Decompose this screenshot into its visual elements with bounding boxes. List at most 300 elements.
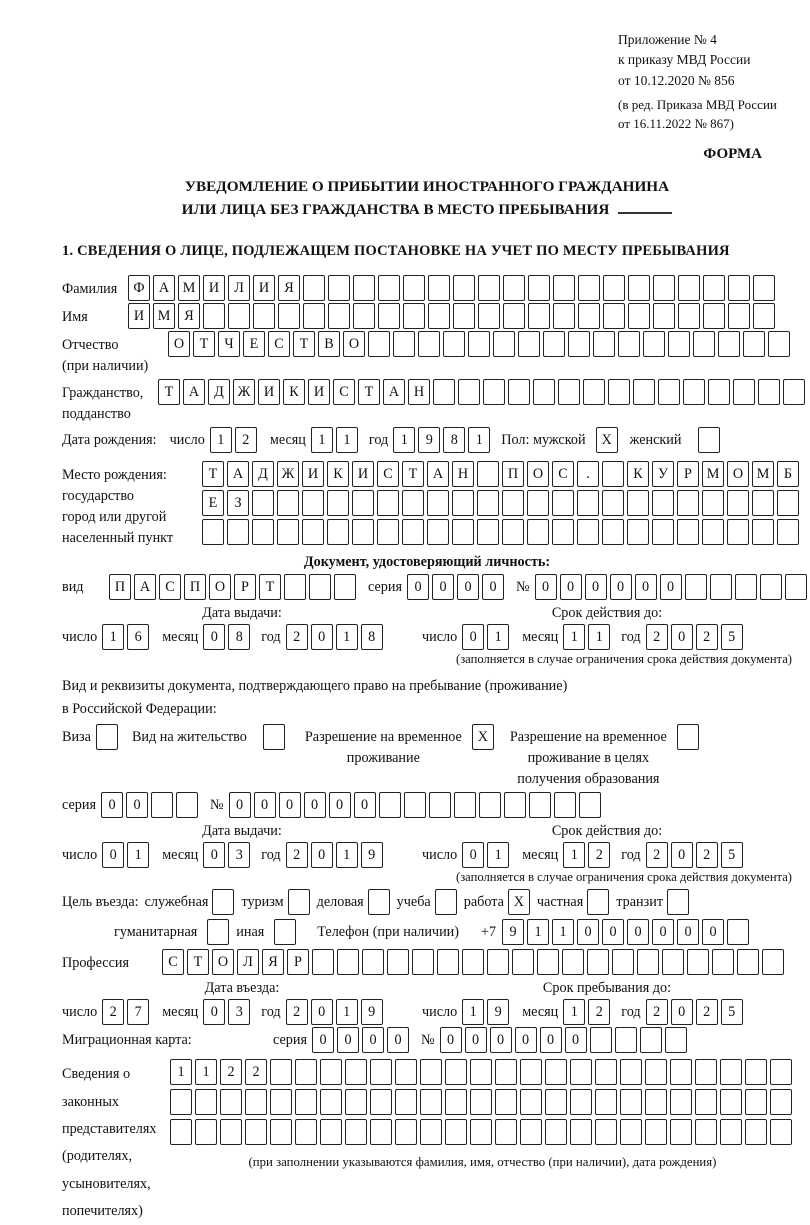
char-cell[interactable]: 1 <box>336 999 358 1025</box>
purpose-official-checkbox[interactable] <box>212 889 234 915</box>
char-cell[interactable] <box>433 379 455 405</box>
char-cell[interactable] <box>345 1089 367 1115</box>
char-cell[interactable] <box>652 519 674 545</box>
char-cell[interactable] <box>703 303 725 329</box>
purpose-business-checkbox[interactable] <box>368 889 390 915</box>
char-cell[interactable] <box>253 303 275 329</box>
char-cell[interactable] <box>745 1089 767 1115</box>
char-cell[interactable]: 6 <box>127 624 149 650</box>
char-cell[interactable] <box>320 1059 342 1085</box>
char-cell[interactable]: 0 <box>337 1027 359 1053</box>
char-cell[interactable]: Т <box>187 949 209 975</box>
char-cell[interactable] <box>533 379 555 405</box>
char-cell[interactable] <box>453 303 475 329</box>
char-cell[interactable] <box>743 331 765 357</box>
char-cell[interactable] <box>785 574 807 600</box>
char-cell[interactable] <box>518 331 540 357</box>
char-cell[interactable] <box>495 1059 517 1085</box>
char-cell[interactable]: 5 <box>721 999 743 1025</box>
char-cell[interactable]: 8 <box>361 624 383 650</box>
char-cell[interactable] <box>543 331 565 357</box>
char-cell[interactable] <box>387 949 409 975</box>
char-cell[interactable] <box>570 1059 592 1085</box>
char-cell[interactable] <box>395 1059 417 1085</box>
char-cell[interactable] <box>470 1089 492 1115</box>
char-cell[interactable] <box>452 519 474 545</box>
char-cell[interactable] <box>670 1059 692 1085</box>
char-cell[interactable]: Е <box>202 490 224 516</box>
char-cell[interactable]: 0 <box>671 999 693 1025</box>
char-cell[interactable] <box>783 379 805 405</box>
char-cell[interactable]: 2 <box>220 1059 242 1085</box>
char-cell[interactable]: 0 <box>329 792 351 818</box>
char-cell[interactable] <box>452 490 474 516</box>
char-cell[interactable]: 0 <box>462 624 484 650</box>
char-cell[interactable] <box>627 490 649 516</box>
char-cell[interactable] <box>245 1119 267 1145</box>
char-cell[interactable]: Т <box>202 461 224 487</box>
char-cell[interactable]: С <box>268 331 290 357</box>
char-cell[interactable]: П <box>109 574 131 600</box>
char-cell[interactable] <box>195 1089 217 1115</box>
char-cell[interactable] <box>612 949 634 975</box>
char-cell[interactable]: 8 <box>228 624 250 650</box>
char-cell[interactable] <box>602 490 624 516</box>
char-cell[interactable]: Л <box>228 275 250 301</box>
char-cell[interactable] <box>377 519 399 545</box>
char-cell[interactable] <box>595 1119 617 1145</box>
char-cell[interactable] <box>695 1119 717 1145</box>
char-cell[interactable] <box>379 792 401 818</box>
char-cell[interactable] <box>395 1089 417 1115</box>
char-cell[interactable] <box>568 331 590 357</box>
char-cell[interactable] <box>327 519 349 545</box>
char-cell[interactable] <box>678 275 700 301</box>
char-cell[interactable] <box>745 1119 767 1145</box>
char-cell[interactable]: О <box>209 574 231 600</box>
char-cell[interactable]: 3 <box>228 999 250 1025</box>
char-cell[interactable] <box>602 461 624 487</box>
char-cell[interactable] <box>720 1089 742 1115</box>
char-cell[interactable] <box>503 303 525 329</box>
char-cell[interactable] <box>327 490 349 516</box>
char-cell[interactable]: 0 <box>585 574 607 600</box>
char-cell[interactable] <box>558 379 580 405</box>
char-cell[interactable]: С <box>552 461 574 487</box>
purpose-work-checkbox[interactable]: X <box>508 889 530 915</box>
char-cell[interactable] <box>718 331 740 357</box>
char-cell[interactable] <box>520 1119 542 1145</box>
char-cell[interactable]: 1 <box>588 624 610 650</box>
char-cell[interactable] <box>710 574 732 600</box>
char-cell[interactable] <box>352 519 374 545</box>
char-cell[interactable] <box>603 275 625 301</box>
char-cell[interactable]: 1 <box>102 624 124 650</box>
char-cell[interactable] <box>620 1089 642 1115</box>
char-cell[interactable] <box>352 490 374 516</box>
char-cell[interactable]: 1 <box>127 842 149 868</box>
char-cell[interactable]: 1 <box>563 624 585 650</box>
char-cell[interactable]: А <box>183 379 205 405</box>
char-cell[interactable]: Ж <box>233 379 255 405</box>
char-cell[interactable]: А <box>427 461 449 487</box>
char-cell[interactable] <box>678 303 700 329</box>
char-cell[interactable]: Т <box>259 574 281 600</box>
char-cell[interactable] <box>677 490 699 516</box>
char-cell[interactable]: . <box>577 461 599 487</box>
char-cell[interactable] <box>428 275 450 301</box>
char-cell[interactable] <box>687 949 709 975</box>
char-cell[interactable] <box>658 379 680 405</box>
char-cell[interactable]: 0 <box>362 1027 384 1053</box>
char-cell[interactable] <box>470 1119 492 1145</box>
char-cell[interactable] <box>702 519 724 545</box>
char-cell[interactable]: У <box>652 461 674 487</box>
char-cell[interactable]: М <box>702 461 724 487</box>
char-cell[interactable] <box>662 949 684 975</box>
char-cell[interactable]: 0 <box>540 1027 562 1053</box>
char-cell[interactable]: К <box>627 461 649 487</box>
char-cell[interactable] <box>645 1089 667 1115</box>
char-cell[interactable] <box>477 519 499 545</box>
char-cell[interactable] <box>708 379 730 405</box>
char-cell[interactable] <box>220 1119 242 1145</box>
char-cell[interactable] <box>570 1089 592 1115</box>
char-cell[interactable] <box>277 519 299 545</box>
char-cell[interactable] <box>570 1119 592 1145</box>
char-cell[interactable]: 7 <box>127 999 149 1025</box>
char-cell[interactable] <box>727 919 749 945</box>
char-cell[interactable]: 0 <box>660 574 682 600</box>
char-cell[interactable] <box>277 490 299 516</box>
char-cell[interactable] <box>553 275 575 301</box>
char-cell[interactable]: 2 <box>696 624 718 650</box>
char-cell[interactable]: Е <box>243 331 265 357</box>
char-cell[interactable] <box>668 331 690 357</box>
char-cell[interactable] <box>493 331 515 357</box>
char-cell[interactable]: 2 <box>646 842 668 868</box>
char-cell[interactable] <box>312 949 334 975</box>
char-cell[interactable] <box>420 1089 442 1115</box>
char-cell[interactable]: 9 <box>487 999 509 1025</box>
char-cell[interactable]: 0 <box>702 919 724 945</box>
char-cell[interactable] <box>370 1089 392 1115</box>
char-cell[interactable] <box>762 949 784 975</box>
char-cell[interactable] <box>728 303 750 329</box>
char-cell[interactable]: 1 <box>527 919 549 945</box>
char-cell[interactable] <box>378 303 400 329</box>
char-cell[interactable] <box>195 1119 217 1145</box>
char-cell[interactable] <box>727 490 749 516</box>
char-cell[interactable]: М <box>752 461 774 487</box>
char-cell[interactable]: Я <box>278 275 300 301</box>
char-cell[interactable]: 2 <box>646 999 668 1025</box>
char-cell[interactable] <box>445 1119 467 1145</box>
char-cell[interactable] <box>693 331 715 357</box>
char-cell[interactable]: 0 <box>602 919 624 945</box>
char-cell[interactable]: С <box>159 574 181 600</box>
char-cell[interactable] <box>637 949 659 975</box>
char-cell[interactable] <box>368 331 390 357</box>
char-cell[interactable]: Я <box>178 303 200 329</box>
char-cell[interactable]: 1 <box>487 842 509 868</box>
char-cell[interactable]: З <box>227 490 249 516</box>
char-cell[interactable] <box>402 519 424 545</box>
char-cell[interactable] <box>393 331 415 357</box>
char-cell[interactable] <box>578 303 600 329</box>
char-cell[interactable]: 0 <box>279 792 301 818</box>
purpose-study-checkbox[interactable] <box>435 889 457 915</box>
char-cell[interactable] <box>777 519 799 545</box>
char-cell[interactable]: 0 <box>462 842 484 868</box>
char-cell[interactable]: Ж <box>277 461 299 487</box>
char-cell[interactable]: И <box>308 379 330 405</box>
char-cell[interactable] <box>502 490 524 516</box>
char-cell[interactable]: 0 <box>465 1027 487 1053</box>
char-cell[interactable]: 0 <box>535 574 557 600</box>
char-cell[interactable] <box>695 1089 717 1115</box>
char-cell[interactable] <box>403 303 425 329</box>
char-cell[interactable] <box>728 275 750 301</box>
char-cell[interactable]: 0 <box>671 624 693 650</box>
char-cell[interactable] <box>777 490 799 516</box>
char-cell[interactable] <box>295 1119 317 1145</box>
char-cell[interactable]: 0 <box>304 792 326 818</box>
char-cell[interactable] <box>618 331 640 357</box>
char-cell[interactable]: Т <box>193 331 215 357</box>
char-cell[interactable]: 3 <box>228 842 250 868</box>
char-cell[interactable]: 0 <box>311 842 333 868</box>
char-cell[interactable]: 0 <box>671 842 693 868</box>
char-cell[interactable] <box>653 303 675 329</box>
gender-female-checkbox[interactable] <box>698 427 720 453</box>
char-cell[interactable] <box>770 1119 792 1145</box>
char-cell[interactable] <box>477 461 499 487</box>
char-cell[interactable]: 2 <box>286 842 308 868</box>
char-cell[interactable] <box>703 275 725 301</box>
char-cell[interactable]: 0 <box>577 919 599 945</box>
char-cell[interactable]: 9 <box>502 919 524 945</box>
char-cell[interactable]: 1 <box>487 624 509 650</box>
char-cell[interactable] <box>643 331 665 357</box>
char-cell[interactable] <box>752 490 774 516</box>
char-cell[interactable] <box>303 275 325 301</box>
char-cell[interactable] <box>320 1119 342 1145</box>
char-cell[interactable] <box>295 1089 317 1115</box>
char-cell[interactable] <box>295 1059 317 1085</box>
char-cell[interactable] <box>727 519 749 545</box>
char-cell[interactable]: 0 <box>312 1027 334 1053</box>
char-cell[interactable]: Ч <box>218 331 240 357</box>
visa-checkbox[interactable] <box>96 724 118 750</box>
char-cell[interactable] <box>770 1089 792 1115</box>
char-cell[interactable] <box>270 1089 292 1115</box>
char-cell[interactable]: 2 <box>696 842 718 868</box>
char-cell[interactable] <box>590 1027 612 1053</box>
char-cell[interactable] <box>468 331 490 357</box>
char-cell[interactable] <box>403 275 425 301</box>
char-cell[interactable]: 1 <box>336 427 358 453</box>
char-cell[interactable] <box>545 1059 567 1085</box>
char-cell[interactable] <box>653 275 675 301</box>
char-cell[interactable]: 0 <box>354 792 376 818</box>
char-cell[interactable]: 1 <box>563 842 585 868</box>
char-cell[interactable] <box>353 303 375 329</box>
char-cell[interactable]: 0 <box>102 842 124 868</box>
char-cell[interactable]: П <box>184 574 206 600</box>
char-cell[interactable]: 2 <box>696 999 718 1025</box>
char-cell[interactable]: 2 <box>588 842 610 868</box>
char-cell[interactable] <box>577 519 599 545</box>
char-cell[interactable]: П <box>502 461 524 487</box>
char-cell[interactable] <box>608 379 630 405</box>
char-cell[interactable]: 1 <box>552 919 574 945</box>
char-cell[interactable] <box>712 949 734 975</box>
char-cell[interactable] <box>504 792 526 818</box>
char-cell[interactable] <box>470 1059 492 1085</box>
char-cell[interactable] <box>502 519 524 545</box>
char-cell[interactable] <box>503 275 525 301</box>
char-cell[interactable] <box>720 1119 742 1145</box>
char-cell[interactable]: А <box>383 379 405 405</box>
char-cell[interactable]: Р <box>287 949 309 975</box>
char-cell[interactable] <box>443 331 465 357</box>
char-cell[interactable] <box>345 1119 367 1145</box>
char-cell[interactable]: 0 <box>610 574 632 600</box>
char-cell[interactable] <box>228 303 250 329</box>
char-cell[interactable] <box>620 1059 642 1085</box>
char-cell[interactable] <box>753 303 775 329</box>
char-cell[interactable]: 0 <box>203 842 225 868</box>
char-cell[interactable] <box>176 792 198 818</box>
char-cell[interactable] <box>420 1059 442 1085</box>
char-cell[interactable]: М <box>153 303 175 329</box>
char-cell[interactable]: А <box>227 461 249 487</box>
char-cell[interactable] <box>683 379 705 405</box>
char-cell[interactable]: 0 <box>635 574 657 600</box>
char-cell[interactable]: И <box>302 461 324 487</box>
char-cell[interactable]: Т <box>402 461 424 487</box>
char-cell[interactable] <box>477 490 499 516</box>
char-cell[interactable]: 0 <box>677 919 699 945</box>
char-cell[interactable]: 1 <box>336 842 358 868</box>
char-cell[interactable] <box>404 792 426 818</box>
char-cell[interactable]: 1 <box>563 999 585 1025</box>
char-cell[interactable] <box>437 949 459 975</box>
char-cell[interactable]: 0 <box>387 1027 409 1053</box>
char-cell[interactable] <box>418 331 440 357</box>
char-cell[interactable] <box>377 490 399 516</box>
char-cell[interactable] <box>420 1119 442 1145</box>
char-cell[interactable] <box>695 1059 717 1085</box>
char-cell[interactable] <box>508 379 530 405</box>
char-cell[interactable]: 1 <box>311 427 333 453</box>
char-cell[interactable] <box>537 949 559 975</box>
char-cell[interactable]: 5 <box>721 842 743 868</box>
purpose-tourism-checkbox[interactable] <box>288 889 310 915</box>
char-cell[interactable] <box>665 1027 687 1053</box>
char-cell[interactable]: И <box>253 275 275 301</box>
char-cell[interactable] <box>552 519 574 545</box>
char-cell[interactable] <box>302 490 324 516</box>
char-cell[interactable]: Н <box>452 461 474 487</box>
purpose-other-checkbox[interactable] <box>274 919 296 945</box>
char-cell[interactable]: 1 <box>195 1059 217 1085</box>
char-cell[interactable] <box>479 792 501 818</box>
char-cell[interactable]: К <box>327 461 349 487</box>
char-cell[interactable]: 8 <box>443 427 465 453</box>
char-cell[interactable] <box>702 490 724 516</box>
char-cell[interactable] <box>252 490 274 516</box>
char-cell[interactable] <box>527 519 549 545</box>
char-cell[interactable] <box>545 1089 567 1115</box>
char-cell[interactable] <box>627 519 649 545</box>
char-cell[interactable] <box>151 792 173 818</box>
char-cell[interactable] <box>512 949 534 975</box>
char-cell[interactable] <box>445 1089 467 1115</box>
char-cell[interactable] <box>628 275 650 301</box>
char-cell[interactable] <box>758 379 780 405</box>
char-cell[interactable]: 1 <box>170 1059 192 1085</box>
char-cell[interactable] <box>562 949 584 975</box>
char-cell[interactable] <box>520 1059 542 1085</box>
char-cell[interactable] <box>445 1059 467 1085</box>
char-cell[interactable] <box>583 379 605 405</box>
char-cell[interactable]: С <box>162 949 184 975</box>
char-cell[interactable]: 0 <box>203 999 225 1025</box>
char-cell[interactable] <box>677 519 699 545</box>
char-cell[interactable] <box>478 275 500 301</box>
char-cell[interactable] <box>768 331 790 357</box>
char-cell[interactable]: 0 <box>432 574 454 600</box>
char-cell[interactable] <box>615 1027 637 1053</box>
char-cell[interactable]: 0 <box>565 1027 587 1053</box>
char-cell[interactable] <box>527 490 549 516</box>
char-cell[interactable]: М <box>178 275 200 301</box>
char-cell[interactable] <box>633 379 655 405</box>
char-cell[interactable]: 9 <box>418 427 440 453</box>
char-cell[interactable] <box>770 1059 792 1085</box>
char-cell[interactable] <box>270 1059 292 1085</box>
char-cell[interactable]: И <box>203 275 225 301</box>
char-cell[interactable] <box>395 1119 417 1145</box>
char-cell[interactable] <box>495 1089 517 1115</box>
char-cell[interactable] <box>220 1089 242 1115</box>
char-cell[interactable]: 2 <box>245 1059 267 1085</box>
char-cell[interactable] <box>370 1119 392 1145</box>
char-cell[interactable]: 9 <box>361 999 383 1025</box>
char-cell[interactable]: 0 <box>407 574 429 600</box>
char-cell[interactable] <box>402 490 424 516</box>
char-cell[interactable]: 0 <box>482 574 504 600</box>
char-cell[interactable] <box>593 331 615 357</box>
char-cell[interactable] <box>462 949 484 975</box>
char-cell[interactable]: 2 <box>286 624 308 650</box>
char-cell[interactable]: О <box>212 949 234 975</box>
char-cell[interactable]: 0 <box>126 792 148 818</box>
char-cell[interactable] <box>670 1119 692 1145</box>
char-cell[interactable] <box>302 519 324 545</box>
purpose-humanitarian-checkbox[interactable] <box>207 919 229 945</box>
char-cell[interactable] <box>603 303 625 329</box>
purpose-transit-checkbox[interactable] <box>667 889 689 915</box>
char-cell[interactable] <box>685 574 707 600</box>
char-cell[interactable]: 2 <box>102 999 124 1025</box>
char-cell[interactable] <box>245 1089 267 1115</box>
char-cell[interactable] <box>478 303 500 329</box>
char-cell[interactable] <box>495 1119 517 1145</box>
char-cell[interactable] <box>579 792 601 818</box>
